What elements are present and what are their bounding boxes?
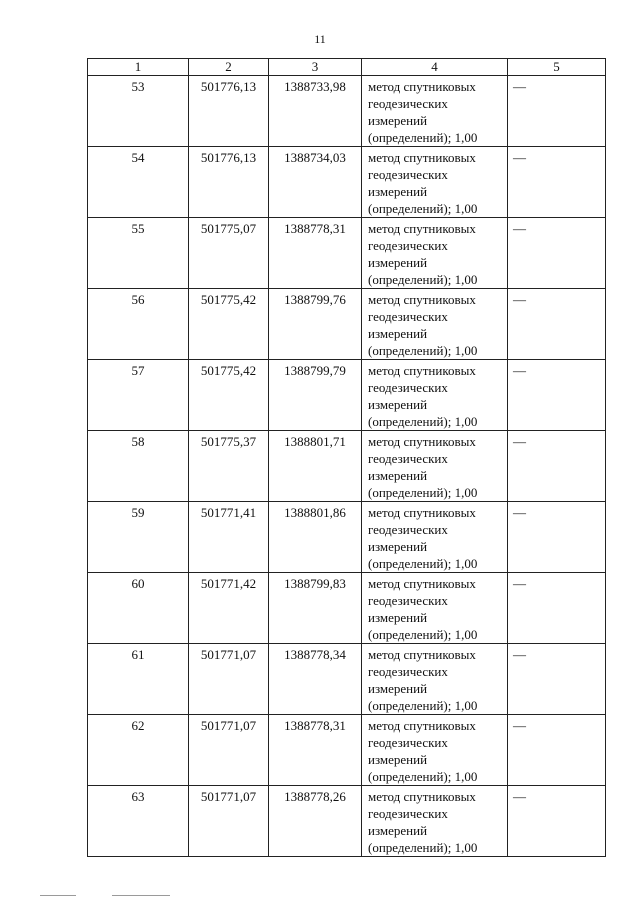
method-line: (определений); 1,00 <box>368 343 478 358</box>
method-line: измерений <box>368 823 428 838</box>
y-coordinate-cell: 1388801,86 <box>269 502 362 573</box>
table-row <box>88 147 606 218</box>
method-line: измерений <box>368 468 428 483</box>
y-coordinate-cell: 1388778,31 <box>269 218 362 289</box>
method-line: геодезических <box>368 238 448 253</box>
table-row <box>88 360 606 431</box>
y-coordinate-cell: 1388733,98 <box>269 76 362 147</box>
table-row <box>88 289 606 360</box>
method-cell <box>362 431 508 502</box>
footer-marks <box>40 893 240 899</box>
table-row <box>88 431 606 502</box>
y-coordinate-cell: 1388778,31 <box>269 715 362 786</box>
point-number-cell: 60 <box>88 573 189 644</box>
y-coordinate-cell: 1388778,34 <box>269 644 362 715</box>
method-line: метод спутниковых <box>368 789 476 804</box>
table-row <box>88 76 606 147</box>
point-number-cell: 54 <box>88 147 189 218</box>
note-cell: — <box>508 76 606 147</box>
column-header-2: 2 <box>189 59 269 76</box>
method-cell <box>362 786 508 857</box>
method-line: метод спутниковых <box>368 363 476 378</box>
x-coordinate-cell: 501775,37 <box>189 431 269 502</box>
x-coordinate-cell: 501775,42 <box>189 289 269 360</box>
method-line: метод спутниковых <box>368 647 476 662</box>
note-cell: — <box>508 644 606 715</box>
y-coordinate-cell: 1388799,83 <box>269 573 362 644</box>
y-coordinate-cell: 1388778,26 <box>269 786 362 857</box>
note-cell: — <box>508 431 606 502</box>
method-line: метод спутниковых <box>368 150 476 165</box>
x-coordinate-cell: 501775,07 <box>189 218 269 289</box>
method-cell <box>362 644 508 715</box>
table-row <box>88 715 606 786</box>
column-header-3: 3 <box>269 59 362 76</box>
method-line: измерений <box>368 539 428 554</box>
method-line: геодезических <box>368 451 448 466</box>
x-coordinate-cell: 501771,41 <box>189 502 269 573</box>
header-row <box>88 59 606 76</box>
table-row <box>88 573 606 644</box>
method-line: (определений); 1,00 <box>368 130 478 145</box>
method-line: (определений); 1,00 <box>368 840 478 855</box>
y-coordinate-cell: 1388799,79 <box>269 360 362 431</box>
method-cell <box>362 573 508 644</box>
method-cell <box>362 76 508 147</box>
page-number: 11 <box>314 32 326 46</box>
method-line: геодезических <box>368 664 448 679</box>
x-coordinate-cell: 501771,07 <box>189 644 269 715</box>
method-cell <box>362 715 508 786</box>
x-coordinate-cell: 501776,13 <box>189 147 269 218</box>
method-line: измерений <box>368 752 428 767</box>
x-coordinate-cell: 501771,42 <box>189 573 269 644</box>
method-line: (определений); 1,00 <box>368 201 478 216</box>
table-header <box>88 59 606 76</box>
method-line: (определений); 1,00 <box>368 485 478 500</box>
method-line: геодезических <box>368 309 448 324</box>
method-line: измерений <box>368 397 428 412</box>
method-line: геодезических <box>368 806 448 821</box>
table-row <box>88 502 606 573</box>
method-line: метод спутниковых <box>368 576 476 591</box>
method-line: геодезических <box>368 167 448 182</box>
method-line: метод спутниковых <box>368 718 476 733</box>
note-cell: — <box>508 502 606 573</box>
method-cell <box>362 360 508 431</box>
point-number-cell: 61 <box>88 644 189 715</box>
method-line: (определений); 1,00 <box>368 698 478 713</box>
method-line: метод спутниковых <box>368 292 476 307</box>
note-cell: — <box>508 289 606 360</box>
note-cell: — <box>508 786 606 857</box>
method-line: геодезических <box>368 593 448 608</box>
column-header-5: 5 <box>508 59 606 76</box>
method-line: геодезических <box>368 96 448 111</box>
method-cell <box>362 147 508 218</box>
method-cell <box>362 289 508 360</box>
point-number-cell: 58 <box>88 431 189 502</box>
y-coordinate-cell: 1388799,76 <box>269 289 362 360</box>
footer-mark-line <box>40 895 76 896</box>
x-coordinate-cell: 501776,13 <box>189 76 269 147</box>
x-coordinate-cell: 501771,07 <box>189 786 269 857</box>
point-number-cell: 55 <box>88 218 189 289</box>
y-coordinate-cell: 1388734,03 <box>269 147 362 218</box>
column-header-4: 4 <box>362 59 508 76</box>
point-number-cell: 57 <box>88 360 189 431</box>
method-cell <box>362 218 508 289</box>
method-line: (определений); 1,00 <box>368 627 478 642</box>
table-row <box>88 218 606 289</box>
coordinates-table <box>87 58 606 857</box>
x-coordinate-cell: 501775,42 <box>189 360 269 431</box>
method-line: измерений <box>368 610 428 625</box>
table-row <box>88 644 606 715</box>
method-line: (определений); 1,00 <box>368 414 478 429</box>
method-line: метод спутниковых <box>368 221 476 236</box>
method-line: метод спутниковых <box>368 434 476 449</box>
point-number-cell: 59 <box>88 502 189 573</box>
method-line: измерений <box>368 184 428 199</box>
point-number-cell: 56 <box>88 289 189 360</box>
point-number-cell: 53 <box>88 76 189 147</box>
method-line: измерений <box>368 113 428 128</box>
y-coordinate-cell: 1388801,71 <box>269 431 362 502</box>
column-header-1: 1 <box>88 59 189 76</box>
point-number-cell: 62 <box>88 715 189 786</box>
note-cell: — <box>508 147 606 218</box>
point-number-cell: 63 <box>88 786 189 857</box>
method-line: геодезических <box>368 522 448 537</box>
method-line: (определений); 1,00 <box>368 272 478 287</box>
method-line: метод спутниковых <box>368 79 476 94</box>
note-cell: — <box>508 715 606 786</box>
method-line: геодезических <box>368 380 448 395</box>
method-line: геодезических <box>368 735 448 750</box>
note-cell: — <box>508 573 606 644</box>
note-cell: — <box>508 218 606 289</box>
method-cell <box>362 502 508 573</box>
table-body <box>88 76 606 857</box>
table-row <box>88 786 606 857</box>
method-line: (определений); 1,00 <box>368 769 478 784</box>
method-line: измерений <box>368 681 428 696</box>
method-line: метод спутниковых <box>368 505 476 520</box>
note-cell: — <box>508 360 606 431</box>
method-line: (определений); 1,00 <box>368 556 478 571</box>
method-line: измерений <box>368 326 428 341</box>
x-coordinate-cell: 501771,07 <box>189 715 269 786</box>
method-line: измерений <box>368 255 428 270</box>
footer-mark-line <box>112 895 170 896</box>
